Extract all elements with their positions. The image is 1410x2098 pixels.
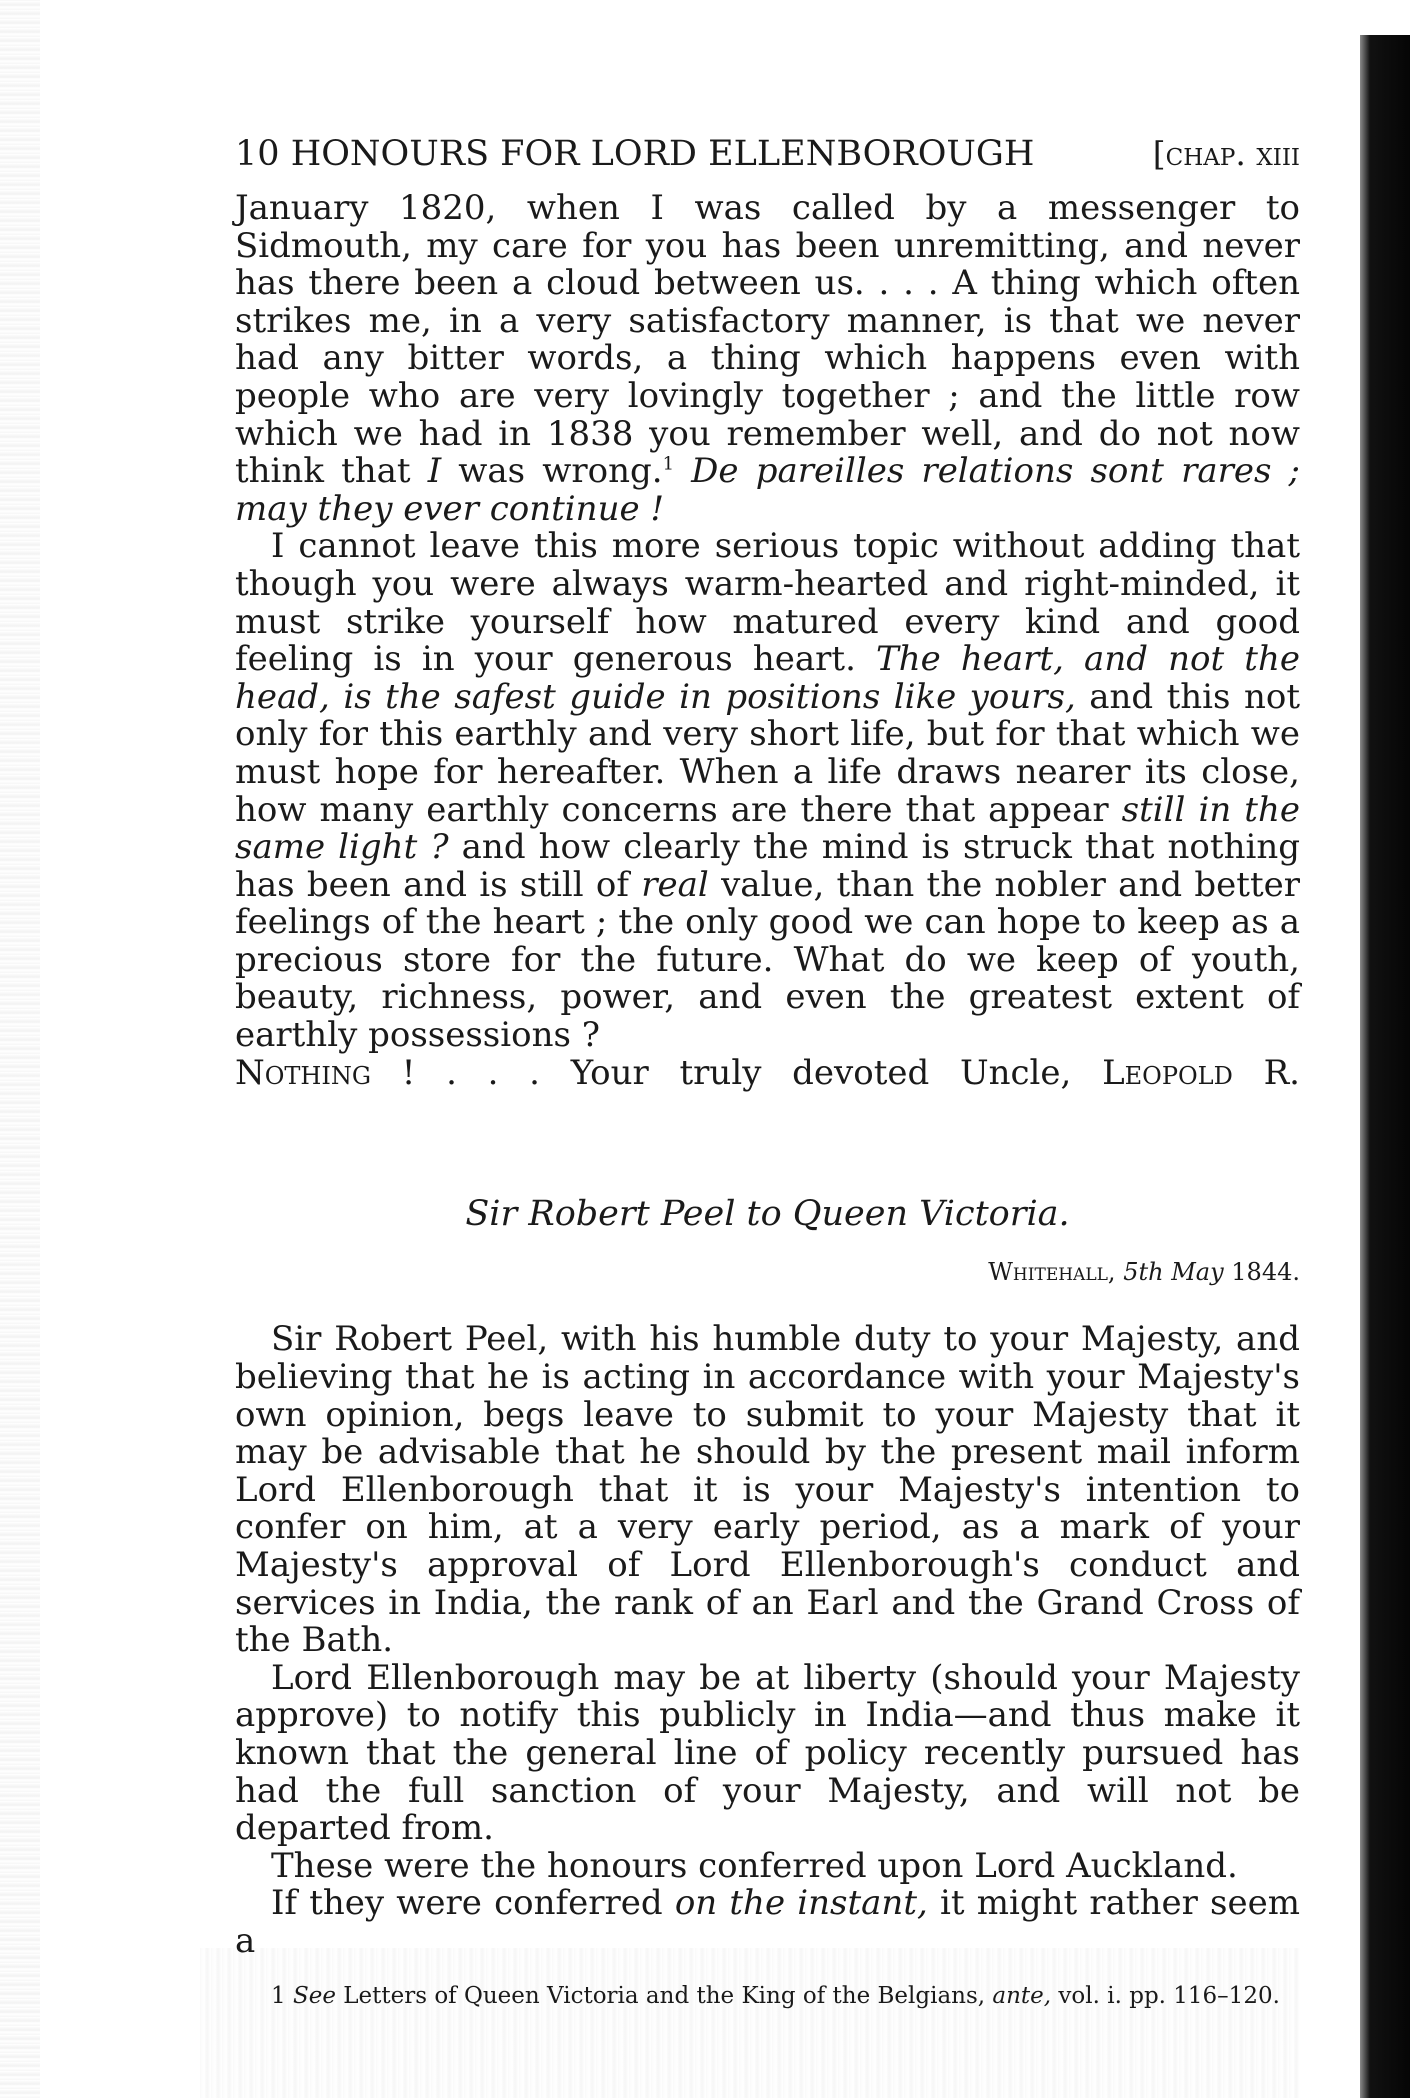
page-number: 10 xyxy=(235,134,280,174)
letter2-dateline xyxy=(235,1254,1300,1292)
letter2-title: Sir Robert Peel to Queen Victoria. xyxy=(465,1194,1070,1235)
page-scan-left-margin xyxy=(0,0,40,2098)
letter2-paragraph-3: These were the honours conferred upon Lord Auckland. xyxy=(271,1845,1238,1886)
page-binding-edge xyxy=(1360,35,1410,2098)
letter1-closing xyxy=(235,1052,1300,1093)
letter2-paragraph-4: If they were conferred on the instant, it might rather seem a xyxy=(235,1883,1300,1961)
letter2-paragraph-2: Lord Ellenborough may be at liberty (should your Majesty approve) to notify this publicly in India—and thus make it known that the general line of policy recently pursued has had the full sanction of your Majesty, and will not be departed from. xyxy=(235,1657,1300,1849)
running-header xyxy=(235,132,1300,176)
french-phrase: De pareilles relations sont rares ; may they ever continue ! xyxy=(235,451,1301,529)
letter1-paragraph-1: January 1820, when I was called by a messenger to Sidmouth, my care for you has been unremitting, and never has there been a cloud between us. . . . A thing which often strikes me, in a very satisfactory manner, is that we never had any bitter words, a thing which happens even with people who are very lovingly together ; and the little row which we had in 1838 you remember well, and do not now think that I was wrong.$^1$ De pareilles relations sont rares ; may they ever continue ! xyxy=(235,188,1301,529)
date-year: 1844. xyxy=(1231,1257,1300,1286)
letter1-paragraph-2: I cannot leave this more serious topic without adding that though you were always warm-hearted and right-minded, it must strike yourself how matured every kind and good feeling is in your generous heart. The heart, and not the head, is the safest guide in positions like yours, and this not only for this earthly and very short life, but for that which we must hope for hereafter. When a life draws nearer its close, how many earthly concerns are there that appear still in the same light ? and how clearly the mind is struck that nothing has been and is still of real value, than the nobler and better feelings of the heart ; the only good we can hope to keep as a precious store for the future. What do we keep of youth, beauty, richness, power, and even the greatest extent of earthly possessions ? xyxy=(235,526,1301,1056)
date-day: 5th May xyxy=(1123,1257,1224,1286)
closing-text: ! . . . Your truly devoted Uncle, xyxy=(401,1052,1072,1093)
chapter-label: [chap. xiii xyxy=(1152,134,1300,173)
letter2-paragraph-1: Sir Robert Peel, with his humble duty to your Majesty, and believing that he is acting in accordance with your Majesty's own opinion, begs leave to submit to your Majesty that it may be advisable that he should by the present mail inform Lord Ellenborough that it is your Majesty's intention to confer on him, at a very early period, as a mark of your Majesty's approval of Lord Ellenborough's conduct and services in India, the rank of an Earl and the Grand Cross of the Bath. xyxy=(235,1319,1300,1661)
signature: Leopold R. xyxy=(1102,1052,1300,1093)
footnote-reference[interactable]: 1 xyxy=(662,453,675,475)
book-page xyxy=(235,132,1300,2011)
running-title: HONOURS FOR LORD ELLENBOROUGH xyxy=(290,134,1035,174)
header-left xyxy=(235,132,1034,176)
closing-word: Nothing xyxy=(235,1052,372,1093)
date-place: Whitehall, xyxy=(988,1257,1116,1286)
footnote-mark: 1 xyxy=(271,1982,286,2009)
footnote: 1 See Letters of Queen Victoria and the King of the Belgians, ante, vol. i. pp. 116–120. xyxy=(271,1982,1280,2009)
